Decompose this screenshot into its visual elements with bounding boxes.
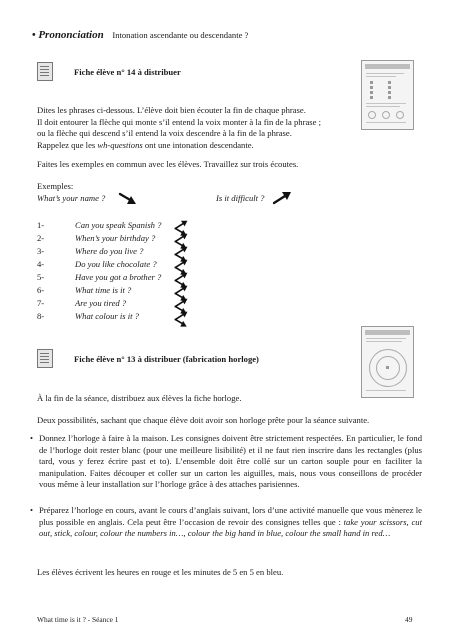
end-of-session-text: À la fin de la séance, distribuez aux élèves la fiche horloge.: [37, 393, 242, 403]
arrow-down-icon: [172, 315, 190, 333]
answer-arrows: [172, 217, 196, 327]
bullet-item-class: [30, 505, 422, 540]
worksheet-icon: [37, 62, 53, 81]
worksheet-icon: [37, 349, 53, 368]
intro-line-2: Il doit entourer la flèche qui monte s’il entend la voix monter à la fin de la phrase ;: [37, 116, 321, 127]
intro-paragraph: [37, 105, 418, 151]
intro-line-3: ou la flèche qui descend s’il entend la voix descendre à la fin de la phrase.: [37, 128, 292, 139]
example-1: What’s your name ?: [37, 193, 106, 203]
page-number: 49: [405, 615, 413, 624]
sheet14-label: Fiche élève n° 14 à distribuer: [74, 67, 181, 77]
intro-line-1: Dites les phrases ci-dessous. L’élève doit bien écouter la fin de chaque phrase.: [37, 105, 306, 115]
sheet13-label: Fiche élève n° 13 à distribuer (fabrication horloge): [74, 354, 259, 364]
possibilities-text: Deux possibilités, sachant que chaque élève doit avoir son horloge prête pour la séance suivante.: [37, 415, 370, 425]
footer-title: What time is it ? - Séance 1: [37, 615, 119, 624]
section-heading: Prononciation: [38, 29, 104, 41]
bullet-dot: •: [30, 433, 34, 443]
sheet13-thumbnail: [361, 326, 414, 398]
instructions: Faites les exemples en commun avec les élèves. Travaillez sur trois écoutes.: [37, 159, 299, 169]
closing-text: Les élèves écrivent les heures en rouge et les minutes de 5 en 5 en bleu.: [37, 567, 284, 577]
section-bullet: •: [32, 30, 36, 41]
intro-line-4: Rappelez que les wh-questions ont une intonation descendante.: [37, 139, 254, 150]
bullet-text: Donnez l’horloge à faire à la maison. Les consignes doivent être strictement respectées. En particulier, le fond de l’horloge doit rester blanc (pour une meilleure lisibilité) et il ne faut rien inscrire dans les rectangles (plus tard, vous y ferez écrire past et to). L’ensemble doit être collé sur un carton souple pour en faciliter la manipulation. Faites découper et coller sur un carton les aiguilles, mais, nous vous conseillons de procéder vous même à leur installation sur l’horloge grâce à des attaches parisiennes.: [39, 433, 422, 490]
section-subtitle: Intonation ascendante ou descendante ?: [112, 30, 249, 40]
bullet-text: Préparez l’horloge en cours, avant le cours d’anglais suivant, lors d’une activité manuelle que vous mènerez le plus possible en anglais. Cela peut être l’occasion de revoir des consignes telles que : take your scissors, cut out, stick, colour, colour the numbers in…, colour the big hand in blue, colour the small hand in red…: [39, 505, 422, 539]
bullet-item-home: [30, 433, 422, 491]
section-title: [32, 29, 248, 41]
bullet-dot: •: [30, 505, 34, 515]
example-2-arrow-up-icon: [271, 191, 293, 205]
example-2: Is it difficult ?: [216, 193, 265, 203]
examples-label: Exemples:: [37, 181, 74, 191]
example-1-arrow-down-icon: [117, 192, 139, 206]
